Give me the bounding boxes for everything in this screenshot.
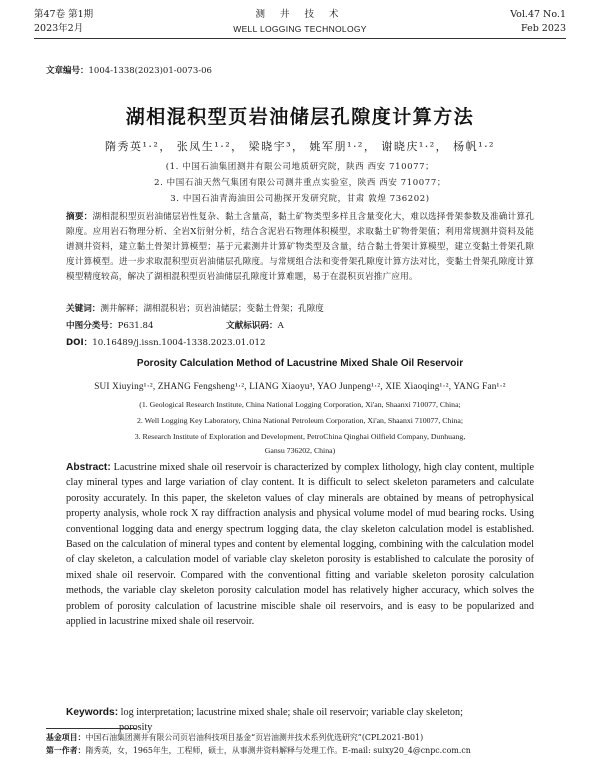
keywords-cn: [66, 302, 534, 314]
doi: [66, 336, 265, 348]
date-en: Feb 2023: [521, 23, 566, 34]
affiliation-cn-2: 2. 中国石油天然气集团有限公司测井重点实验室，陕西 西安 710077；: [154, 178, 446, 188]
header-right: [510, 8, 566, 36]
footnote-author: [46, 745, 554, 756]
classification-label: 中图分类号：: [66, 321, 118, 331]
footnote-divider: [46, 728, 136, 729]
keywords-cn-label: 关键词：: [66, 304, 101, 314]
classification-value: P631.84: [117, 321, 154, 331]
volume-en: Vol.47 No.1: [510, 9, 566, 20]
first-author-text: 隋秀英，女，1965年生，工程师，硕士，从事测井资料解释与处理工作。E-mail: suixy20_4@cnpc.com.cn: [85, 746, 471, 755]
document-code: [226, 319, 284, 331]
authors-en: SUI Xiuying¹·², ZHANG Fengsheng¹·², LIANG Xiaoyu³, YAO Junpeng¹·², XIE Xiaoqing¹·², YANG Fan¹·²: [94, 381, 506, 391]
affiliation-en-1: (1. Geological Research Institute, China National Logging Corporation, Xi'an, Shaanxi 710077, China;: [139, 400, 461, 409]
affiliation-en-4: Gansu 736202, China): [264, 446, 336, 455]
journal-name-en: WELL LOGGING TECHNOLOGY: [233, 24, 367, 34]
affiliation-en-3: 3. Research Institute of Exploration and Development, PetroChina Qinghai Oilfield Company, Dunhuang,: [134, 432, 466, 441]
abstract-en-text: Lacustrine mixed shale oil reservoir is characterized by complex lithology, high clay content, multiple clay mineral types and large variation of clay content. It is difficult to select skeleton parameters and calculate porosity accurately. In this paper, the skeleton values of clay minerals are obtained by means of petrophysical property analysis, whole rock X ray diffraction analysis and physical volume model of mud bearing rocks. Using conventional logging data and energy spectrum logging data, the clay skeleton calculation model is established. Based on the calculation of mineral types and content by elemental logging, combining with the calculation model of clay skeleton, a calculation model of variable clay skeleton porosity is established to calculate the porosity of mixed shale oil reservoir. Compared with the conventional fitting and variable skeleton porosity calculation methods, the variable clay skeleton porosity calculation model has relatively higher accuracy, which solves the problem of porosity calculation of lacustrine miscible shale oil reservoirs, and is easy to be popularized and applied in lacustrine mixed shale oil reservoir.: [66, 462, 535, 628]
keywords-en-line2: porosity: [119, 722, 153, 734]
doi-value: 10.16489/j.issn.1004-1338.2023.01.012: [92, 338, 266, 348]
journal-name-cn: 测 井 技 术: [255, 9, 345, 20]
first-author-label: 第一作者：: [46, 746, 86, 755]
affiliation-cn-1: (1. 中国石油集团测井有限公司地质研究院，陕西 西安 710077；: [165, 162, 435, 172]
abstract-cn-label: 摘要：: [66, 212, 93, 222]
doi-label: DOI：: [66, 338, 93, 348]
title-cn: 湖相混积型页岩油储层孔隙度计算方法: [125, 106, 475, 128]
article-number-value: 1004-1338(2023)01-0073-06: [88, 66, 212, 76]
authors-cn: 隋秀英¹·²， 张凤生¹·²， 梁晓宇³， 姚军朋¹·²， 谢晓庆¹·²， 杨帆¹·²: [105, 140, 495, 153]
page-header: [34, 6, 566, 46]
date-cn: 2023年2月: [34, 23, 84, 34]
fund-text: 中国石油集团测井有限公司页岩油科技项目基金“页岩油测井技术系列优选研究”(CPL2021-B01): [85, 733, 424, 742]
keywords-en-label: Keywords:: [66, 707, 119, 718]
document-code-value: A: [277, 321, 284, 331]
abstract-en: [66, 460, 534, 629]
affiliation-en-2: 2. Well Logging Key Laboratory, China National Petroleum Corporation, Xi'an, Shaanxi 710077, China;: [136, 416, 464, 425]
header-center: [34, 8, 566, 36]
keywords-en-line1: log interpretation; lacustrine mixed shale; shale oil reservoir; variable clay skeleton;: [120, 707, 463, 718]
keywords-cn-text: 测井解释；湖相混积岩；页岩油储层；变黏土骨架；孔隙度: [100, 304, 324, 314]
abstract-cn: [66, 210, 534, 285]
volume-cn: 第47卷 第1期: [34, 9, 94, 20]
fund-label: 基金项目：: [46, 733, 86, 742]
footnote-fund: [46, 732, 554, 743]
article-number: [46, 64, 212, 76]
header-divider: [34, 38, 566, 39]
abstract-en-label: Abstract:: [66, 462, 111, 473]
title-en: Porosity Calculation Method of Lacustrine Mixed Shale Oil Reservoir: [136, 358, 464, 369]
article-number-label: 文章编号：: [46, 66, 89, 76]
affiliation-cn-3: 3. 中国石油青海油田公司勘探开发研究院，甘肃 敦煌 736202): [170, 194, 430, 204]
classification: [66, 319, 284, 331]
abstract-cn-text: 湖相混积型页岩油储层岩性复杂、黏土含量高，黏土矿物类型多样且含量变化大，难以选择骨架参数及准确计算孔隙度。应用岩石物理分析、全岩X衍射分析，结合含泥岩石物理体积模型，求取黏土矿物骨架值；利用常规测井资料及能谱测井资料，建立黏土骨架计算模型；基于元素测井计算矿物类型及含量，结合黏土骨架计算模型，建立变黏土骨架孔隙度计算模型。进一步求取混积型页岩油储层孔隙度。与常规组合法和变骨架孔隙度计算方法对比，变黏土骨架孔隙度计算模型精度较高，解决了湖相混积型页岩油储层孔隙度计算难题，易于在混积页岩推广应用。: [66, 212, 534, 282]
document-code-label: 文献标识码：: [226, 321, 278, 331]
